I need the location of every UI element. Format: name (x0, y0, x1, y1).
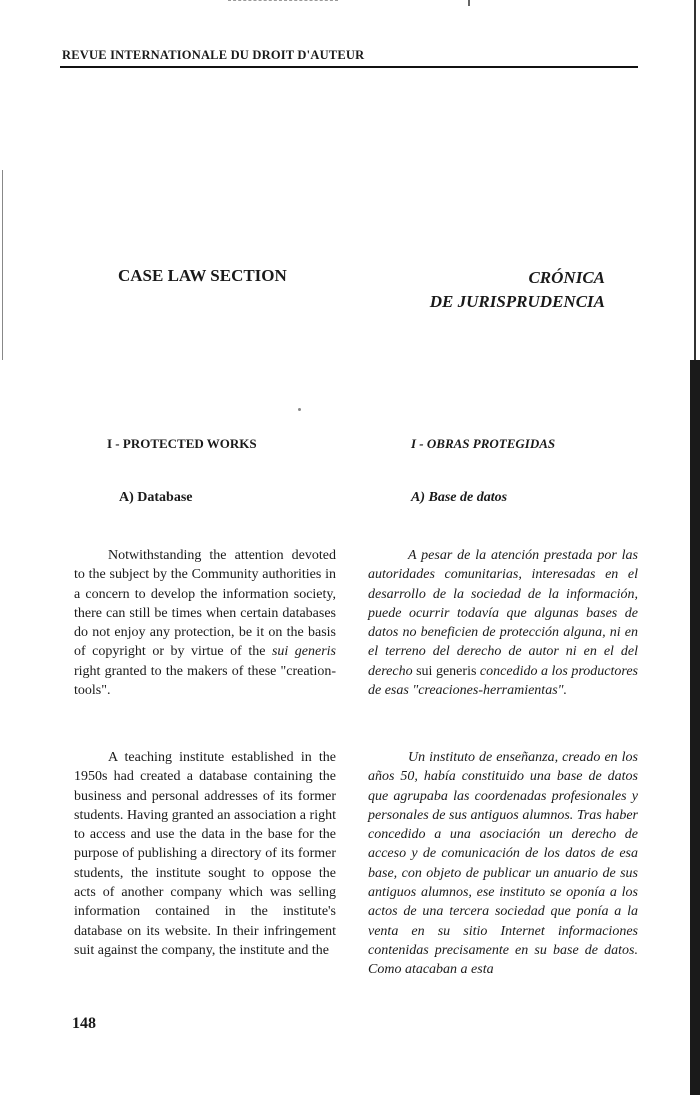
part-heading-spanish: I - OBRAS PROTEGIDAS (411, 436, 556, 451)
subpart-heading-english: A) Database (119, 490, 193, 505)
spanish-column-paragraph-1 (368, 546, 638, 700)
english-column-paragraph-2 (74, 748, 336, 960)
part-heading-english: I - PROTECTED WORKS (107, 436, 257, 451)
upright-term: sui generis (416, 663, 477, 679)
scan-edge-left-line (2, 170, 3, 360)
scan-artifact-top-right (468, 0, 470, 6)
scan-edge-right-line (694, 0, 696, 360)
paragraph: Un instituto de enseñanza, creado en los años 50, había constituido una base de datos que agrupaba las coordenadas profesionales y personales de sus antiguos alumnos. Tras haber concedido a una asociación un derecho de acceso y de comunicación de los datos de esa base, con objeto de publicar un anuario de sus antiguos alumnos, ese instituto se oponía a los actos de una tercera sociedad que ponía a la venta en su sitio Internet informaciones contenidas precisamente en su base de datos. Como atacaban a esta (368, 750, 638, 978)
paragraph (368, 546, 638, 700)
section-title-spanish (380, 266, 605, 314)
section-title-spanish-line2: DE JURISPRUDENCIA (429, 292, 605, 311)
header-rule (60, 66, 638, 68)
text-run: A pesar de la atención prestada por las autoridades comunitarias, interesadas en el desarrollo de la sociedad de la información, puede ocurrir todavía que algunas bases de datos no beneficien de protección alguna, ni en el terreno del derecho de autor ni en el del derecho (368, 548, 638, 679)
scan-speck (298, 408, 301, 411)
section-title-english: CASE LAW SECTION (118, 266, 287, 285)
text-run: Notwithstanding the attention devoted to the subject by the Community authorities in a concern to develop the information society, there can still be times when certain databases do not enjoy any protection, be it on the basis of copyright or by virtue of the (74, 548, 336, 660)
paragraph (74, 546, 336, 700)
text-run: right granted to the makers of these "creation-tools". (74, 663, 336, 699)
subpart-heading-spanish: A) Base de datos (411, 490, 508, 505)
running-head: REVUE INTERNATIONALE DU DROIT D'AUTEUR (62, 48, 365, 62)
scan-artifact-top-left (228, 0, 338, 2)
page-number: 148 (72, 1015, 96, 1032)
italic-term: sui generis (271, 644, 336, 660)
paragraph: A teaching institute established in the 1950s had created a database containing the business and personal addresses of its former students. Having granted an association a right to access and use the data in the base for the purpose of publishing a directory of its former students, the institute sought to oppose the acts of another company which was selling information contained in the institute's database on its website. In their infringement suit against the company, the institute and the (74, 750, 336, 958)
text-run: concedido a los productores de esas "creaciones-herramientas". (368, 663, 639, 699)
english-column-paragraph-1 (74, 546, 336, 700)
section-title-spanish-line1: CRÓNICA (528, 268, 605, 287)
spanish-column-paragraph-2 (368, 748, 638, 980)
